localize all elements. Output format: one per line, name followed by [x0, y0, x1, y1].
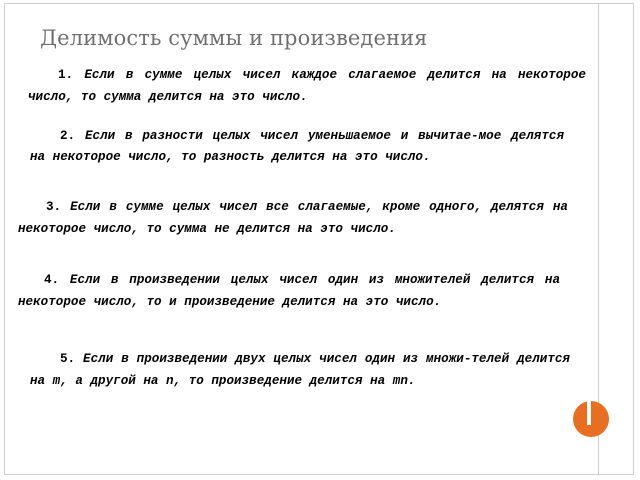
slide-title: Делимость суммы и произведения: [40, 26, 428, 50]
orange-circle-icon: [573, 401, 609, 437]
circle-notch: [587, 399, 591, 425]
rule-1-number: 1.: [58, 68, 74, 82]
rule-4: [18, 269, 560, 313]
rule-2-text: Если в разности целых чисел уменьшаемое и вычитае-мое делятся на некоторое число, то разность делится на это число.: [30, 129, 565, 164]
rule-4-number: 4.: [44, 273, 60, 287]
rule-3-number: 3.: [46, 200, 62, 214]
rule-5-number: 5.: [60, 352, 76, 366]
rule-3: [18, 196, 568, 240]
rule-1-text: Если в сумме целых чисел каждое слагаемое делится на некоторое число, то сумма делится на это число.: [28, 68, 586, 104]
rule-5-text: Если в произведении двух целых чисел один из множи-телей делится на m, а другой на n, то произведение делится на mn.: [30, 352, 570, 388]
rule-1: [28, 64, 586, 108]
rule-2-number: 2.: [60, 129, 76, 143]
rule-5: [30, 348, 570, 392]
rule-3-text: Если в сумме целых чисел все слагаемые, кроме одного, делятся на некоторое число, то сумма не делится на это число.: [18, 200, 568, 236]
rule-2: [30, 126, 564, 168]
rule-4-text: Если в произведении целых чисел один из множителей делится на некоторое число, то и произведение делится на это число.: [18, 273, 560, 309]
